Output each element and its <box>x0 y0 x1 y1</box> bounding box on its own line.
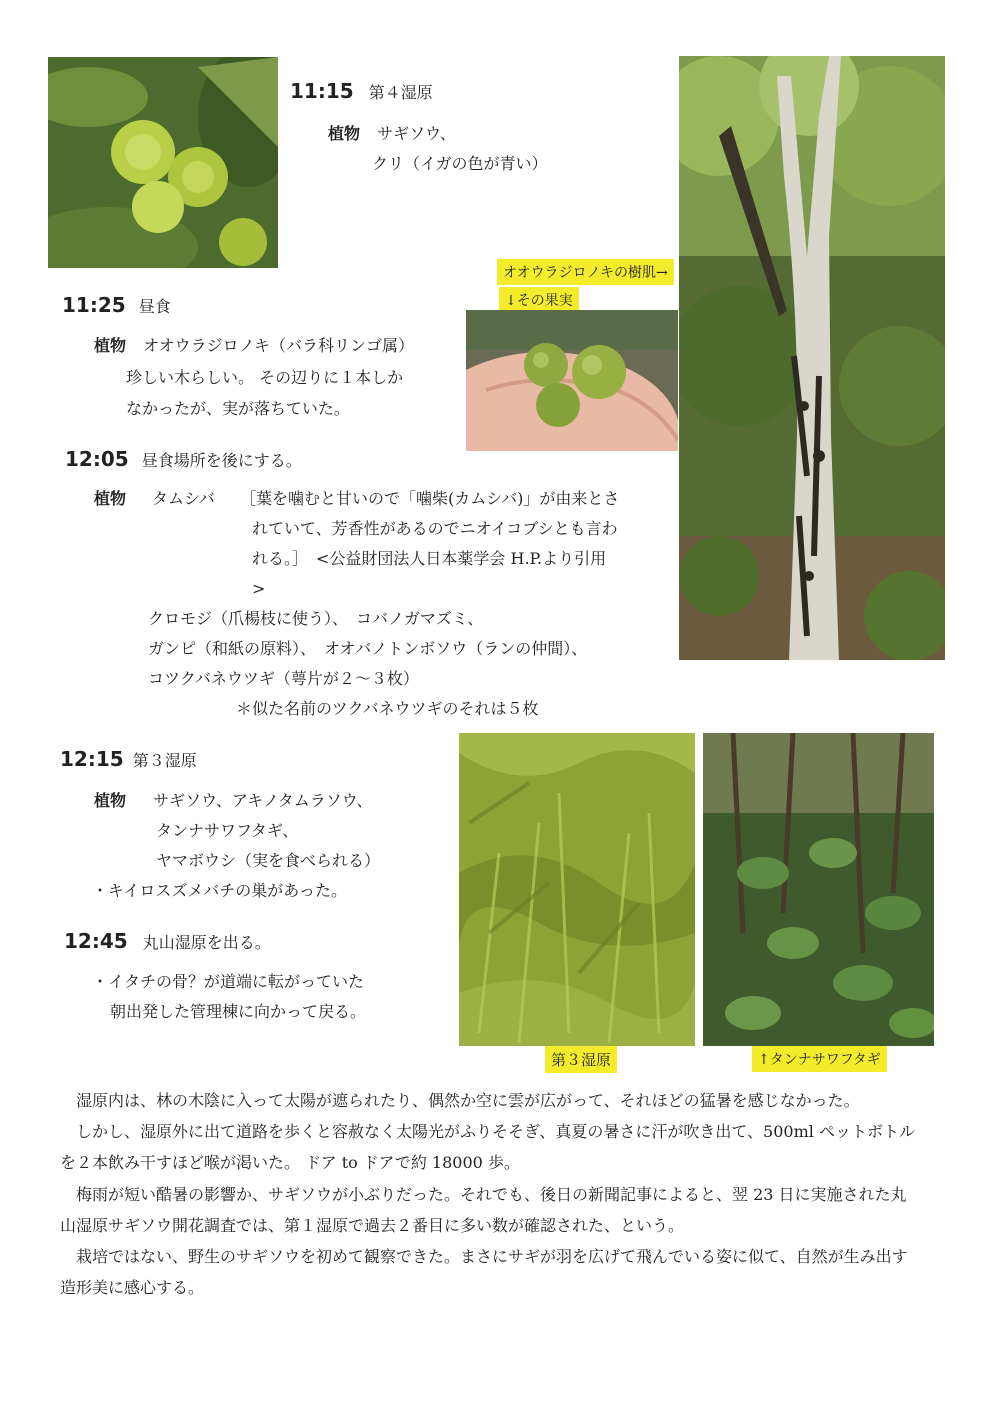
caption-tannasawafutagi: ↑タンナサワフタギ <box>752 1046 887 1072</box>
paragraph-4: 栽培ではない、野生のサギソウを初めて観察できた。まさにサギが羽を広げて飛んでいる姿に似て、自然が生み出す造形美に感心する。 <box>60 1246 908 1298</box>
time-1245: 12:45 <box>64 929 128 953</box>
plant-line-1205-6: ガンピ（和紙の原料）、 オオバノトンボソウ（ランの仲間）、 <box>148 639 588 658</box>
plant-label-1215: 植物 <box>94 791 127 810</box>
plant-line-1115-2: クリ（イガの色が青い） <box>372 154 548 173</box>
place-1205: 昼食場所を後にする。 <box>141 451 302 470</box>
plant-line-1205-7: コツクバネウツギ（萼片が２～３枚） <box>148 669 419 688</box>
place-1115: 第４湿原 <box>368 83 433 102</box>
plant-label-1115: 植物 <box>328 124 361 143</box>
chestnut-photo <box>48 57 278 268</box>
paragraph-2: しかし、湿原外に出て道路を歩くと容赦なく太陽光がふりそそぎ、真夏の暑さに汗が吹き出て、500ml ペットボトルを２本飲み干すほど喉が渇いた。 ドア to ドアで約 18000 歩。 <box>60 1122 915 1173</box>
tamushiba-note-3: れる。］ <公益財団法人日本薬学会 H.P.より引用 <box>252 549 607 568</box>
plant-line-1125-3: なかったが、実が落ちていた。 <box>126 399 350 418</box>
marsh3-photo <box>459 733 695 1046</box>
time-1215: 12:15 <box>60 747 124 771</box>
plant-line-1125-1: オオウラジロノキ（バラ科リンゴ属） <box>143 336 414 355</box>
time-1115: 11:15 <box>290 79 354 103</box>
summary-text <box>60 1085 920 1303</box>
note-1245-1: ・イタチの骨？が道端に転がっていた <box>92 972 365 991</box>
tannasawafutagi-photo <box>703 733 934 1046</box>
plant-line-1215-2: タンナサワフタギ、 <box>156 821 299 840</box>
place-1215: 第３湿原 <box>132 751 197 770</box>
tamushiba-note-4: > <box>252 579 266 598</box>
time-1125: 11:25 <box>62 293 126 317</box>
plant-line-1205-8: ＊似た名前のツクバネウツギのそれは５枚 <box>236 699 539 718</box>
paragraph-3: 梅雨が短い酷暑の影響か、サギソウが小ぶりだった。それでも、後日の新聞記事によると、翌 23 日に実施された丸山湿原サギソウ開花調査では、第１湿原で過去２番目に多い数が確認された、という。 <box>60 1184 907 1235</box>
paragraph-1: 湿原内は、林の木陰に入って太陽が遮られたり、偶然か空に雲が広がって、それほどの猛暑を感じなかった。 <box>76 1091 860 1110</box>
bark-photo <box>679 56 945 660</box>
plant-name-tamushiba: タムシバ <box>152 489 215 508</box>
plant-line-1215-1: サギソウ、アキノタムラソウ、 <box>153 791 373 810</box>
plant-line-1115-1: サギソウ、 <box>377 124 456 143</box>
plant-label-1125: 植物 <box>94 336 127 355</box>
note-1245-2: 朝出発した管理棟に向かって戻る。 <box>110 1002 367 1021</box>
plant-line-1205-5: クロモジ（爪楊枝に使う）、 コバノガマズミ、 <box>148 609 484 628</box>
caption-bark: オオウラジロノキの樹肌→ <box>497 259 674 285</box>
plant-line-1215-3: ヤマボウシ（実を食べられる） <box>156 851 381 870</box>
fruit-photo <box>466 310 678 451</box>
tamushiba-note-1: ［葉を噛むと甘いので「噛柴(カムシバ)」が由来とさ <box>240 489 620 508</box>
plant-label-1205: 植物 <box>94 489 127 508</box>
tamushiba-note-2: れていて、芳香性があるのでニオイコブシとも言わ <box>252 519 618 538</box>
plant-line-1215-4: ・キイロスズメバチの巣があった。 <box>92 881 348 900</box>
plant-line-1125-2: 珍しい木らしい。 その辺りに１本しか <box>126 368 404 387</box>
place-1125: 昼食 <box>138 297 171 316</box>
caption-fruit: ↓その果実 <box>499 287 579 313</box>
time-1205: 12:05 <box>65 447 129 471</box>
place-1245: 丸山湿原を出る。 <box>142 933 271 952</box>
caption-marsh3: 第３湿原 <box>545 1046 617 1073</box>
